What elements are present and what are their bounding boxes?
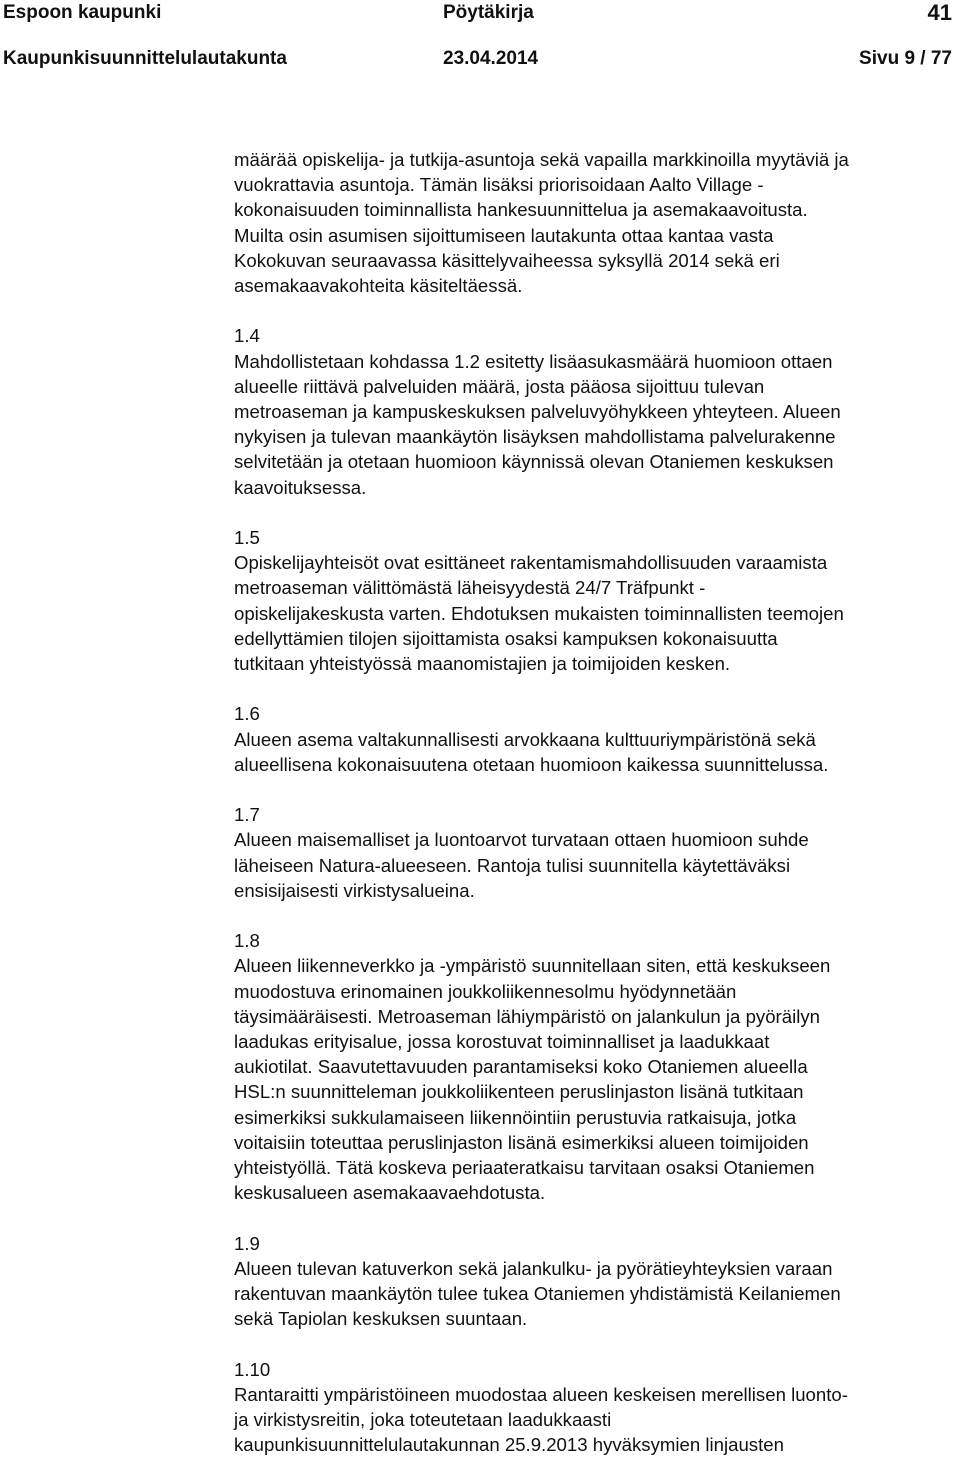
committee-name: Kaupunkisuunnittelulautakunta <box>3 48 287 69</box>
section-text-line: sekä Tapiolan keskuksen suuntaan. <box>234 1308 528 1330</box>
section-text-line: kaavoituksessa. <box>234 476 367 498</box>
section-number-label: 1.7 <box>234 804 260 826</box>
section-text-line: Alueen tulevan katuverkon sekä jalankulku- ja pyörätieyhteyksien varaan <box>234 1257 833 1279</box>
section-text-line: laadukas erityisalue, jossa korostuvat toiminnalliset ja laadukkaat <box>234 1031 770 1053</box>
section-number-label: 1.5 <box>234 527 260 549</box>
section-text-line: tutkitaan yhteistyössä maanomistajien ja toimijoiden kesken. <box>234 653 731 675</box>
page-indicator: Sivu 9 / 77 <box>859 48 952 69</box>
header-row-bottom <box>3 46 952 72</box>
intro-paragraph <box>234 147 958 298</box>
section-text-line: Mahdollistetaan kohdassa 1.2 esitetty lisäasukasmäärä huomioon ottaen <box>234 350 833 372</box>
intro-line: asemakaavakohteita käsiteltäessä. <box>234 275 523 297</box>
section-text-line: muodostuva erinomainen joukkoliikennesolmu hyödynnetään <box>234 980 737 1002</box>
section-text-line: läheiseen Natura-alueeseen. Rantoja tulisi suunnitella käytettäväksi <box>234 854 791 876</box>
document-type: Pöytäkirja <box>443 2 534 23</box>
section-text-line: kaupunkisuunnittelulautakunnan 25.9.2013 hyväksymien linjausten <box>234 1434 784 1456</box>
section-number-label: 1.6 <box>234 703 260 725</box>
section-number-label: 1.4 <box>234 325 260 347</box>
section-text-line: alueellisena kokonaisuutena otetaan huomioon kaikessa suunnittelussa. <box>234 753 829 775</box>
section-text-line: Alueen maisemalliset ja luontoarvot turvataan ottaen huomioon suhde <box>234 829 809 851</box>
page-header <box>0 0 960 80</box>
section-text-line: edellyttämien tilojen sijoittamista osaksi kampuksen kokonaisuutta <box>234 627 778 649</box>
section-1-9 <box>234 1231 958 1332</box>
section-text-line: metroaseman välittömästä läheisyydestä 24/7 Träfpunkt - <box>234 577 706 599</box>
section-text-line: alueelle riittävä palveluiden määrä, josta pääosa sijoittuu tulevan <box>234 375 765 397</box>
section-text-line: ja virkistysreitin, joka toteutetaan laadukkaasti <box>234 1409 612 1431</box>
section-text-line: keskusalueen asemakaavaehdotusta. <box>234 1182 546 1204</box>
section-1-8 <box>234 928 958 1205</box>
section-1-5 <box>234 525 958 676</box>
section-text-line: ensisijaisesti virkistysalueina. <box>234 879 475 901</box>
intro-line: Kokokuvan seuraavassa käsittelyvaiheessa syksyllä 2014 sekä eri <box>234 249 780 271</box>
section-text-line: Alueen liikenneverkko ja -ympäristö suunnitellaan siten, että keskukseen <box>234 955 831 977</box>
intro-line: määrää opiskelija- ja tutkija-asuntoja sekä vapailla markkinoilla myytäviä ja <box>234 149 849 170</box>
section-1-7 <box>234 802 958 903</box>
meeting-date: 23.04.2014 <box>443 48 539 69</box>
intro-line: Muilta osin asumisen sijoittumiseen lautakunta ottaa kantaa vasta <box>234 224 774 246</box>
intro-line: vuokrattavia asuntoja. Tämän lisäksi priorisoidaan Aalto Village - <box>234 174 764 196</box>
section-text-line: täysimääräisesti. Metroaseman lähiympäristö on jalankulun ja pyöräilyn <box>234 1005 820 1027</box>
section-1-4 <box>234 323 958 499</box>
section-number-label: 1.8 <box>234 930 260 952</box>
section-text-line: Opiskelijayhteisöt ovat esittäneet rakentamismahdollisuuden varaamista <box>234 552 828 574</box>
organization-name: Espoon kaupunki <box>3 2 162 23</box>
section-text-line: voitaisiin toteuttaa peruslinjaston lisänä esimerkiksi alueen toimijoiden <box>234 1131 809 1153</box>
intro-line: kokonaisuuden toiminnallista hankesuunnittelua ja asemakaavoitusta. <box>234 199 808 221</box>
section-1-10 <box>234 1357 958 1457</box>
section-1-6 <box>234 701 958 777</box>
section-text-line: yhteistyöllä. Tätä koskeva periaateratkaisu tarvitaan osaksi Otaniemen <box>234 1157 815 1179</box>
document-body <box>234 147 958 1457</box>
numbered-sections <box>234 323 958 1457</box>
header-row-top <box>3 0 952 26</box>
section-text-line: rakentuvan maankäytön tulee tukea Otaniemen yhdistämistä Keilaniemen <box>234 1283 841 1305</box>
section-text-line: HSL:n suunnitteleman joukkoliikenteen peruslinjaston lisänä tutkitaan <box>234 1081 804 1103</box>
section-text-line: aukiotilat. Saavutettavuuden parantamiseksi koko Otaniemen alueella <box>234 1056 808 1078</box>
section-text-line: Alueen asema valtakunnallisesti arvokkaana kulttuuriympäristönä sekä <box>234 728 816 750</box>
section-text-line: opiskelijakeskusta varten. Ehdotuksen mukaisten toiminnallisten teemojen <box>234 602 844 624</box>
section-number-label: 1.9 <box>234 1232 260 1254</box>
section-text-line: Rantaraitti ympäristöineen muodostaa alueen keskeisen merellisen luonto- <box>234 1383 848 1405</box>
section-number-label: 1.10 <box>234 1358 271 1380</box>
section-text-line: nykyisen ja tulevan maankäytön lisäyksen mahdollistama palvelurakenne <box>234 426 836 448</box>
section-number: 41 <box>927 0 952 25</box>
section-text-line: selvitetään ja otetaan huomioon käynnissä olevan Otaniemen keskuksen <box>234 451 834 473</box>
section-text-line: esimerkiksi sukkulamaiseen liikennöintiin perustuvia ratkaisuja, jotka <box>234 1106 797 1128</box>
section-text-line: metroaseman ja kampuskeskuksen palveluvyöhykkeen yhteyteen. Alueen <box>234 401 841 423</box>
